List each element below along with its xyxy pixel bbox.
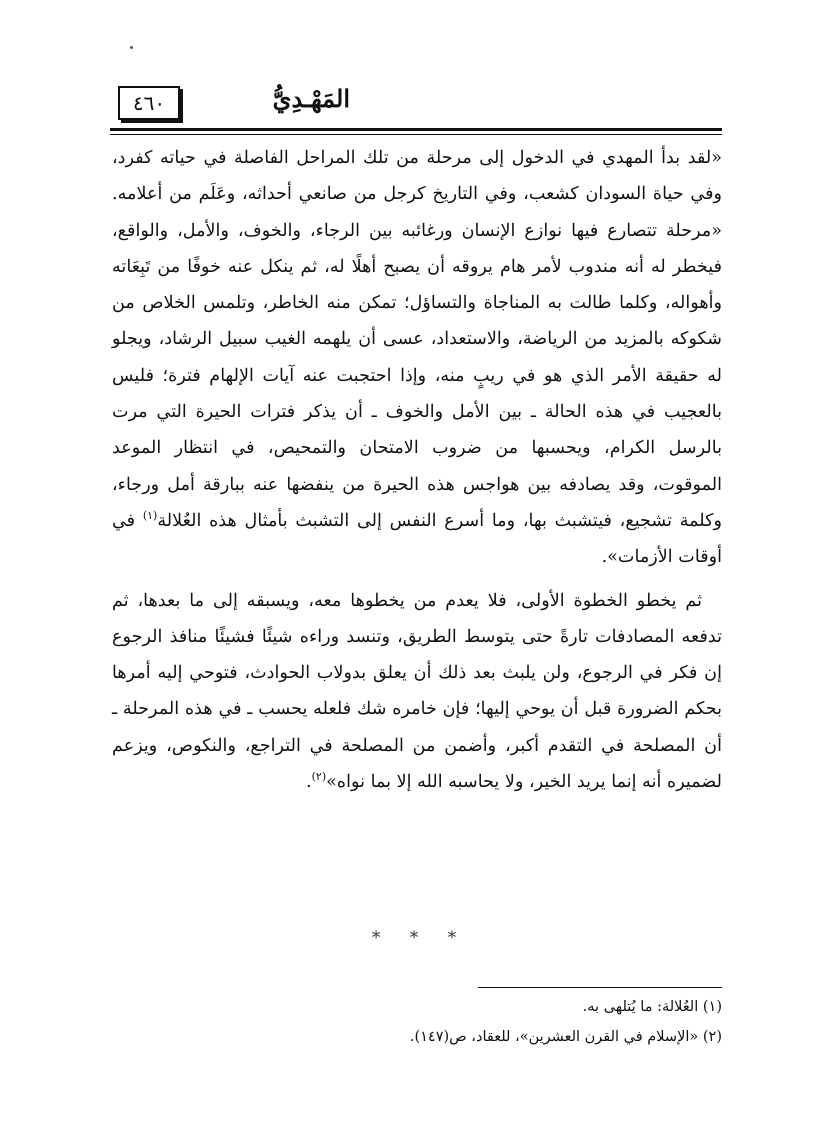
- paragraph-2-end: .: [306, 772, 312, 793]
- paragraph-2-text: ثم يخطو الخطوة الأولى، فلا يعدم من يخطوها معه، ويسبقه إلى ما بعدها، ثم تدفعه المصادفات تارةً حتى يتوسط الطريق، وتنسد وراءه شيئًا فشيئًا منافذ الرجوع إن فكر في الرجوع، ولن يلبث بعد ذلك أن يعلق بدولاب الحوادث، فتوحي إليه أمرها بحكم الضرورة قبل أن يوحي إليها؛ فإن خامره شك فلعله يحسب ـ في هذه المرحلة ـ أن المصلحة في التقدم أكبر، وأضمن من المصلحة في التراجع، والنكوص، ويزعم لضميره أنه إنما يريد الخير، ولا يحاسبه الله إلا بما نواه»: [112, 590, 722, 793]
- footnote-ref-1[interactable]: (١): [142, 509, 158, 523]
- page-header: [110, 78, 720, 126]
- paragraph-1-end: في أوقات الأزمات».: [112, 510, 722, 568]
- paragraph-second: [112, 583, 722, 801]
- footnote-ref-2[interactable]: (٢): [311, 770, 327, 784]
- page-number: ٤٦٠: [118, 86, 180, 120]
- footnote-2: (٢) «الإسلام في القرن العشرين»، للعقاد، ص(١٤٧).: [409, 1029, 722, 1045]
- header-rule-thin: [110, 134, 722, 135]
- page-speck: [130, 46, 133, 49]
- running-title: المَهْـدِيُّ: [272, 84, 350, 113]
- footnote-separator: [478, 987, 722, 988]
- main-text: [112, 140, 722, 800]
- paragraph-1-text: «لقد بدأ المهدي في الدخول إلى مرحلة من تلك المراحل الفاصلة في حياته كفرد، وفي حياة السودان كشعب، وفي التاريخ كرجل من صانعي أحداثه، وعَلَم من أعلامه. «مرحلة تتصارع فيها نوازع الإنسان ورغائبه بين الرجاء، والخوف، والأمل، والواقع، فيخطر له أنه مندوب لأمر هام يروقه أن يصبح أهلًا له، ثم ينكل عنه خوفًا من تَبِعَاته وأهواله، وكلما طالت به المناجاة والتساؤل؛ تمكن منه الخاطر، وتلمس الخلاص من شكوكه بالمزيد من الرياضة، والاستعداد، عسى أن يلهمه الغيب سبيل الرشاد، ويجلو له حقيقة الأمر الذي هو في ريبٍ منه، وإذا احتجبت عنه آيات الإلهام فترة؛ فليس بالعجيب في هذه الحالة ـ بين الأمل والخوف ـ أن يذكر فترات الحيرة التي مرت بالرسل الكرام، ويحسبها من ضروب الامتحان والتمحيص، في انتظار الموعد الموقوت، وقد يصادفه بين هواجس هذه الحيرة من ينفضها عنه ببارقة أمل ورجاء، وكلمة تشجيع، فيتشبث بها، وما أسرع النفس إلى التشبث بأمثال هذه العُلالة: [112, 148, 722, 531]
- footnote-1: (١) العُلالة: ما يُتلهى به.: [582, 999, 722, 1015]
- paragraph-quote: [112, 140, 722, 576]
- section-ornament: * * *: [371, 928, 469, 948]
- header-rule-thick: [110, 128, 722, 131]
- footnotes: [112, 992, 722, 1052]
